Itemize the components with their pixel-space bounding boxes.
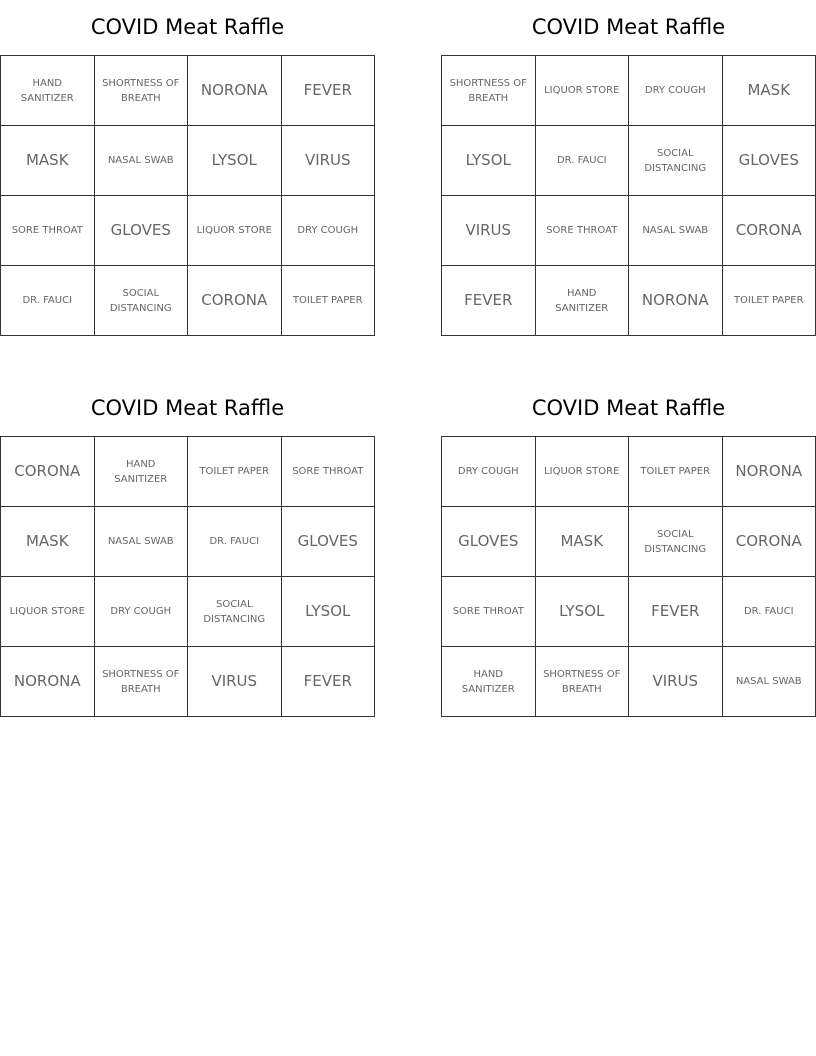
bingo-cell: NORONA [1, 647, 95, 717]
card-title: COVID Meat Raffle [531, 15, 726, 39]
bingo-cell: CORONA [723, 196, 816, 266]
bingo-cell: TOILET PAPER [188, 437, 282, 507]
bingo-cell: SHORTNESS OF BREATH [95, 647, 189, 717]
bingo-cell: CORONA [1, 437, 95, 507]
bingo-cell: GLOVES [723, 126, 816, 196]
bingo-cell: DRY COUGH [442, 437, 536, 507]
bingo-cell: HAND SANITIZER [442, 647, 536, 717]
bingo-cell: MASK [723, 56, 816, 126]
bingo-cell: GLOVES [442, 507, 536, 577]
bingo-cell: LIQUOR STORE [536, 56, 630, 126]
bingo-cell: MASK [1, 126, 95, 196]
bingo-cell: LYSOL [442, 126, 536, 196]
bingo-cell: GLOVES [95, 196, 189, 266]
bingo-cell: SORE THROAT [282, 437, 376, 507]
bingo-cell: LIQUOR STORE [188, 196, 282, 266]
bingo-cell: TOILET PAPER [282, 266, 376, 336]
bingo-cell: FEVER [629, 577, 723, 647]
bingo-cell: DR. FAUCI [1, 266, 95, 336]
bingo-grid [0, 55, 375, 336]
bingo-cell: MASK [536, 507, 630, 577]
bingo-cell: VIRUS [442, 196, 536, 266]
bingo-cell: NASAL SWAB [629, 196, 723, 266]
bingo-cell: NASAL SWAB [723, 647, 816, 717]
bingo-cell: CORONA [723, 507, 816, 577]
bingo-cell: TOILET PAPER [629, 437, 723, 507]
bingo-cell: HAND SANITIZER [536, 266, 630, 336]
bingo-cell: SORE THROAT [442, 577, 536, 647]
bingo-cell: DR. FAUCI [188, 507, 282, 577]
card-title: COVID Meat Raffle [531, 396, 726, 420]
bingo-cell: SOCIAL DISTANCING [629, 507, 723, 577]
bingo-cell: SHORTNESS OF BREATH [536, 647, 630, 717]
bingo-cell: HAND SANITIZER [95, 437, 189, 507]
bingo-cell: FEVER [282, 647, 376, 717]
bingo-cell: VIRUS [282, 126, 376, 196]
bingo-cell: NORONA [629, 266, 723, 336]
bingo-cell: LYSOL [282, 577, 376, 647]
bingo-cell: GLOVES [282, 507, 376, 577]
bingo-cell: LYSOL [536, 577, 630, 647]
bingo-cell: SHORTNESS OF BREATH [442, 56, 536, 126]
bingo-card-1 [0, 0, 375, 336]
card-title: COVID Meat Raffle [90, 15, 285, 39]
bingo-cell: LIQUOR STORE [1, 577, 95, 647]
bingo-cell: HAND SANITIZER [1, 56, 95, 126]
bingo-cell: DR. FAUCI [723, 577, 816, 647]
bingo-cell: FEVER [282, 56, 376, 126]
bingo-cell: SOCIAL DISTANCING [95, 266, 189, 336]
bingo-cell: SOCIAL DISTANCING [629, 126, 723, 196]
bingo-cell: DRY COUGH [95, 577, 189, 647]
bingo-cell: NASAL SWAB [95, 126, 189, 196]
bingo-cell: SORE THROAT [1, 196, 95, 266]
bingo-grid [441, 55, 816, 336]
bingo-cell: NASAL SWAB [95, 507, 189, 577]
bingo-cell: DRY COUGH [629, 56, 723, 126]
bingo-cell: TOILET PAPER [723, 266, 816, 336]
bingo-cell: NORONA [723, 437, 816, 507]
bingo-cell: VIRUS [188, 647, 282, 717]
bingo-cell: DR. FAUCI [536, 126, 630, 196]
bingo-cell: SHORTNESS OF BREATH [95, 56, 189, 126]
bingo-grid [441, 436, 816, 717]
bingo-cell: MASK [1, 507, 95, 577]
bingo-cell: NORONA [188, 56, 282, 126]
bingo-cell: LYSOL [188, 126, 282, 196]
bingo-card-3 [0, 381, 375, 717]
bingo-card-2 [441, 0, 816, 336]
bingo-cell: CORONA [188, 266, 282, 336]
bingo-card-4 [441, 381, 816, 717]
bingo-cell: VIRUS [629, 647, 723, 717]
bingo-grid [0, 436, 375, 717]
card-title: COVID Meat Raffle [90, 396, 285, 420]
bingo-cell: SORE THROAT [536, 196, 630, 266]
bingo-cell: LIQUOR STORE [536, 437, 630, 507]
bingo-cell: DRY COUGH [282, 196, 376, 266]
bingo-cell: FEVER [442, 266, 536, 336]
bingo-cell: SOCIAL DISTANCING [188, 577, 282, 647]
